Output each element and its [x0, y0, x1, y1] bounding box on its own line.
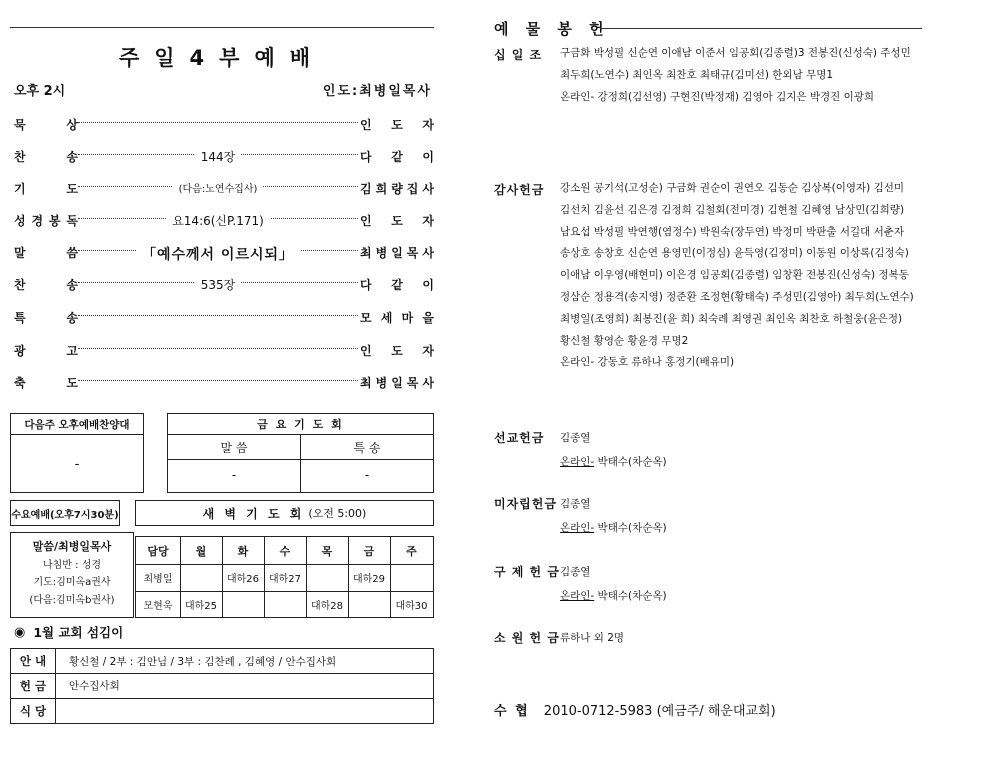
offering-names	[560, 626, 926, 650]
order-label-char: 광	[14, 344, 26, 358]
order-label-char: 특	[14, 311, 26, 325]
bank-account	[494, 700, 776, 719]
dotted-leader	[78, 315, 358, 316]
order-label	[14, 244, 78, 261]
offering-line-text: 강소원 공기석(고성순) 구금화 권순이 권연오 김동순 김상복(이영자) 김선미	[560, 182, 905, 194]
order-person	[360, 374, 434, 391]
online-prefix: 온라인-	[560, 522, 595, 534]
offering-line	[560, 331, 926, 353]
offering-header: 예 물 봉 헌	[494, 20, 610, 38]
order-person-char: 마	[401, 311, 414, 325]
order-label-char: 송	[66, 278, 78, 292]
serving-table	[10, 648, 434, 724]
order-label-char: 봉	[48, 214, 61, 228]
offering-line-text: 구금화 박성필 신순연 이애남 이준서 임공회(김종렬)3 전봉진(신성숙) 주성민	[560, 47, 911, 59]
friday-col-sermon: 말 씀	[220, 440, 248, 455]
offering-line-text: 박태수(차순옥)	[594, 522, 667, 534]
online-prefix: 온라인-	[560, 590, 595, 602]
offering-line	[560, 492, 926, 516]
order-label-char: 말	[14, 246, 26, 260]
order-label	[14, 116, 78, 133]
order-label	[14, 180, 78, 197]
next-choir-box	[10, 413, 144, 493]
offering-line-text: 온라인- 강정희(김선영) 구현진(박정재) 김영아 김지은 박경진 이광희	[560, 90, 875, 103]
order-label-char: 도	[66, 376, 78, 390]
order-label-char: 성	[14, 214, 26, 228]
wednesday-info-box	[10, 532, 134, 618]
offering-line	[560, 43, 926, 65]
offering-line-text: 최두희(노연수) 최인옥 최찬호 최태규(김미선) 한외남 무명1	[560, 68, 834, 81]
order-person	[360, 148, 434, 165]
dawn-cell: 대하26	[226, 574, 260, 585]
dawn-cell: 대하28	[310, 600, 344, 612]
dawn-prayer-time: (오전 5:00)	[308, 507, 367, 520]
serving-value: 황신철 / 2부 : 김안님 / 3부 : 김찬례 , 김혜영 / 안수집사회	[69, 655, 337, 668]
serving-vline	[55, 649, 56, 723]
order-person	[360, 244, 434, 261]
offering-line-text: 김선치 김윤선 김은경 김정희 김철회(전미경) 김현철 김혜영 남상민(김희량)	[560, 203, 905, 216]
offering-line	[560, 65, 926, 87]
order-detail-text: 535장	[195, 278, 242, 292]
order-person-char: 병	[375, 246, 388, 260]
offering-line	[560, 584, 926, 608]
next-choir-value: -	[74, 456, 80, 472]
offering-line-text: 류하나 외 2명	[560, 632, 625, 644]
order-detail-text: (다음:노연수집사)	[173, 184, 264, 195]
order-detail	[78, 148, 358, 165]
order-label-char: 기	[14, 182, 26, 196]
order-row	[14, 208, 434, 230]
order-person-char: 사	[422, 376, 434, 390]
order-person-char: 사	[422, 246, 434, 260]
offering-names	[560, 426, 926, 474]
order-label-char: 고	[66, 344, 78, 358]
top-divider	[10, 27, 434, 28]
order-person-char: 집	[406, 182, 419, 196]
order-person	[360, 180, 434, 197]
order-person-char: 이	[422, 150, 434, 164]
order-person-char: 자	[422, 118, 434, 132]
serving-value	[69, 698, 429, 723]
order-person-char: 병	[375, 376, 388, 390]
next-choir-header: 다음주 오후예배찬양대	[24, 418, 130, 431]
account-number: 2010-0712-5983 (예금주/ 해운대교회)	[543, 704, 776, 719]
order-person-char: 김	[360, 182, 372, 196]
order-label-char: 상	[66, 118, 78, 132]
dotted-leader	[78, 380, 358, 381]
offering-line	[560, 626, 926, 650]
order-person-char: 을	[422, 311, 434, 325]
order-person-char: 희	[375, 182, 388, 196]
order-person-char: 다	[360, 278, 372, 292]
order-person-char: 도	[391, 344, 403, 358]
wednesday-guide: 나침반 : 성경	[42, 559, 102, 571]
order-person-char: 같	[391, 150, 403, 164]
order-person-char: 자	[422, 214, 434, 228]
service-title: 주일4부예배	[118, 46, 326, 70]
dawn-cell	[348, 591, 390, 617]
wednesday-speaker: 말씀/최병일목사	[32, 540, 112, 553]
dawn-prayer-table	[135, 536, 434, 618]
dawn-col-header: 수	[279, 544, 291, 558]
service-time: 오후 2시	[14, 84, 66, 99]
offering-line-text: 박태수(차순옥)	[594, 456, 667, 468]
offering-label: 구 제 헌 금	[494, 565, 560, 579]
order-person-char: 이	[422, 278, 434, 292]
serving-label: 식 당	[19, 703, 47, 718]
order-person-char: 다	[360, 150, 372, 164]
order-row	[14, 272, 434, 294]
serving-title: 1월 교회 섬김이	[33, 625, 124, 640]
friday-prayer-box	[167, 413, 434, 493]
order-person-char: 일	[391, 376, 403, 390]
offering-line	[560, 309, 926, 331]
order-person-char: 목	[406, 376, 419, 390]
order-row	[14, 240, 434, 262]
dawn-col-header: 화	[237, 544, 249, 558]
order-detail-text: 144장	[195, 150, 242, 164]
offering-header-divider	[600, 28, 922, 29]
wednesday-header-box	[10, 500, 120, 526]
offering-line-text: 황신철 황영순 황윤경 무명2	[560, 334, 689, 347]
offering-line	[560, 243, 926, 265]
dawn-row-person: 최병일	[143, 574, 173, 585]
order-detail-text: 「예수께서 이르시되」	[136, 247, 300, 263]
offering-line-text: 김종열	[560, 432, 591, 444]
offering-line-text: 이애남 이우영(배현미) 이은경 임공회(김종렬) 임창환 전봉진(신성숙) 정복동	[560, 269, 909, 282]
friday-prayer-header: 금 요 기 도 회	[257, 418, 344, 431]
order-person-char: 일	[391, 246, 403, 260]
order-row	[14, 338, 434, 360]
wednesday-next-prayer: (다음:김미옥b권사)	[29, 594, 115, 606]
order-person-char: 인	[360, 214, 372, 228]
dawn-prayer-heading	[136, 501, 433, 525]
order-person-char: 사	[422, 182, 434, 196]
serving-value: 안수집사회	[69, 680, 120, 692]
serving-label: 헌 금	[19, 678, 47, 693]
dotted-leader	[78, 348, 358, 349]
dawn-prayer-title: 새 벽 기 도 회	[202, 506, 305, 521]
order-person-char: 모	[360, 311, 372, 325]
dawn-cell	[180, 564, 222, 591]
dawn-cell: 대하27	[268, 574, 302, 585]
dawn-col-header: 주	[406, 544, 417, 558]
offering-line	[560, 87, 926, 109]
order-label-char: 경	[31, 214, 44, 228]
order-detail	[78, 180, 358, 195]
offering-label: 십 일 조	[494, 48, 543, 62]
dawn-cell	[390, 564, 433, 591]
dawn-col-header: 담당	[147, 544, 169, 558]
order-person	[360, 276, 434, 293]
order-label	[14, 309, 78, 326]
order-row	[14, 176, 434, 198]
order-label-char: 도	[66, 182, 78, 196]
offering-line	[560, 265, 926, 287]
order-person-char: 인	[360, 344, 372, 358]
offering-line	[560, 352, 926, 374]
dawn-cell	[306, 564, 348, 591]
order-person-char: 량	[391, 182, 403, 196]
offering-names	[560, 43, 926, 108]
dawn-cell	[222, 591, 264, 617]
order-row	[14, 112, 434, 134]
order-person-char: 최	[360, 246, 372, 260]
wednesday-header: 수요예배(오후7시30분)	[11, 509, 119, 521]
order-label	[14, 342, 78, 359]
offering-line	[560, 560, 926, 584]
friday-col-special-song: 특 송	[353, 440, 381, 455]
order-row	[14, 370, 434, 392]
dawn-cell	[264, 591, 306, 617]
offering-line-text: 김종열	[560, 566, 591, 578]
offering-label: 선교헌금	[494, 431, 545, 445]
order-label-char: 씀	[66, 246, 78, 260]
order-label-char: 송	[66, 150, 78, 164]
offering-names	[560, 560, 926, 608]
dawn-cell: 대하25	[184, 600, 218, 612]
dawn-col-header: 금	[363, 544, 375, 558]
offering-label: 소 원 헌 금	[494, 631, 560, 645]
order-person-char: 최	[360, 376, 372, 390]
serving-heading	[14, 623, 123, 641]
order-detail	[78, 244, 358, 264]
radio-bullet-icon: ◉	[14, 624, 26, 640]
offering-label: 미자립헌금	[494, 497, 557, 511]
order-label-char: 묵	[14, 118, 26, 132]
order-person	[360, 116, 434, 133]
order-person-char: 세	[380, 311, 393, 325]
offering-line	[560, 287, 926, 309]
order-label-char: 축	[14, 376, 26, 390]
order-person	[360, 212, 434, 229]
offering-names	[560, 178, 926, 374]
offering-line	[560, 222, 926, 244]
order-person-char: 인	[360, 118, 372, 132]
order-label	[14, 212, 78, 229]
offering-line	[560, 426, 926, 450]
dawn-col-header: 목	[321, 544, 333, 558]
dawn-col-header: 월	[195, 544, 207, 558]
service-leader: 인도:최병일목사	[322, 84, 432, 99]
order-label	[14, 148, 78, 165]
order-detail-text: 요14:6(신P.171)	[166, 214, 270, 228]
order-person-char: 자	[422, 344, 434, 358]
offering-label: 감사헌금	[494, 183, 545, 197]
offering-line-text: 송상호 송창호 신순연 용영민(이정심) 윤득영(김정미) 이동원 이상록(김정숙)	[560, 247, 909, 260]
order-person-char: 도	[391, 118, 403, 132]
bank-name: 수 협	[494, 704, 530, 719]
offering-line-text: 박태수(차순옥)	[594, 590, 667, 602]
order-label-char: 송	[66, 311, 78, 325]
order-label-char: 독	[66, 214, 78, 228]
order-person	[360, 309, 434, 326]
wednesday-prayer: 기도:김미옥a권사	[33, 576, 111, 588]
offering-line	[560, 516, 926, 540]
offering-line-text: 김종열	[560, 498, 591, 510]
offering-line	[560, 200, 926, 222]
order-row	[14, 305, 434, 327]
order-label	[14, 374, 78, 391]
offering-names	[560, 492, 926, 540]
dawn-prayer-header-box	[135, 500, 434, 526]
dawn-cell: 대하29	[352, 574, 386, 585]
order-detail	[78, 212, 358, 229]
dawn-cell: 대하30	[395, 600, 428, 612]
offering-line-text: 최병일(조영희) 최봉진(윤 희) 최숙례 최영권 최인옥 최찬호 하철웅(윤은정)	[560, 312, 903, 325]
order-person-char: 목	[406, 246, 419, 260]
order-label	[14, 276, 78, 293]
offering-line-text: 남요섭 박성필 박연행(염정수) 박원숙(장두연) 박정미 박판출 서길대 서춘자	[560, 225, 905, 238]
order-row	[14, 144, 434, 166]
offering-line-text: 온라인- 강동호 류하나 홍정기(배유미)	[560, 356, 735, 369]
serving-label: 안 내	[19, 654, 47, 668]
order-label-char: 찬	[14, 150, 26, 164]
online-prefix: 온라인-	[560, 456, 595, 468]
offering-line	[560, 178, 926, 200]
order-person-char: 도	[391, 214, 403, 228]
dotted-leader	[78, 122, 358, 123]
offering-line-text: 정삼순 정용격(송지영) 정준환 조정현(황태숙) 주성민(김영아) 최두희(노연수)	[560, 290, 914, 303]
offering-line	[560, 450, 926, 474]
dawn-row-person: 모현욱	[143, 600, 173, 612]
order-person-char: 같	[391, 278, 403, 292]
order-detail	[78, 276, 358, 293]
friday-val-special-song: -	[364, 468, 370, 482]
order-label-char: 찬	[14, 278, 26, 292]
order-person	[360, 342, 434, 359]
friday-val-sermon: -	[231, 468, 237, 482]
